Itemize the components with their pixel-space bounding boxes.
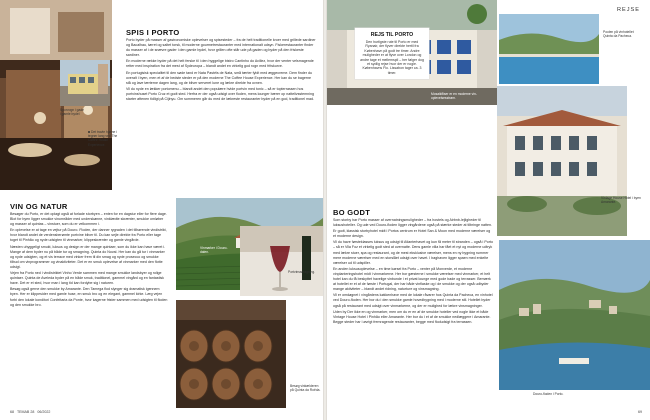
paragraph: Vil du have førsteklasses luksus og udsigt til Atlanterhavet og kun få meter til stranden – også i Porto – så er Vila Foz et virkelig godt sted at overnatte. Dens gamle villa har fået et nyt og moderne udtryk med lækre stuer, spa og restaurant, og de mest eksklusive værelser, mens en ny bygning rummer mere moderne værelser med en storslået udsigt over havet. I baghaven ligger spaen med enkelte værelser ud til udspiller. bbox=[333, 240, 493, 265]
heading-spis-i-porto: SPIS I PORTO bbox=[126, 28, 180, 37]
info-box-title: REJS TIL PORTO bbox=[370, 32, 414, 38]
paragraph: Besøg også gerne den smukke by Amarante. Den Tamega flod slynger sig dramatisk igennem byen. Her er klippesider med gamle huse, en smuk bro og en elegant, gammel kirke. Læg vejen forbi den lokale konditori Confeitaria da Ponte, hvor kagerne frister sammen med udsigten til floden og den smukke bro. bbox=[10, 287, 168, 307]
caption-bullet-icon bbox=[88, 131, 90, 133]
folio-left bbox=[10, 410, 50, 414]
river-photo bbox=[499, 240, 650, 390]
caption-tram bbox=[60, 108, 110, 116]
paragraph: En moderne række byder på det helt ferske til i den hyggelige bistro Cantinho do Avillez, hvor der venter velsmagende retter med inspiration fra det mest af Sydeuropa – blandt andet en virkelig god rogn med fritskurve. bbox=[126, 59, 314, 69]
caption-barrels: Besøg vinkælderen på Quinta da Roêda. bbox=[290, 384, 321, 393]
section-label: REJSE bbox=[616, 7, 640, 13]
issue-date: 06/2022 bbox=[37, 410, 51, 414]
house-illustration bbox=[497, 86, 627, 236]
heading-bo-godt: BO GODT bbox=[333, 208, 371, 217]
paragraph: En anden luksusoplevelse – en time kørsel fra Porto – venter på Monverde, et moderne vinplanteringshotel midt i vinmarkerne. Her bor gæsterne i smukke værelser med vinmarker, et helt hotel kan du få beskyttet havelige vinbunde i et privat lounge med gode bade og terrasser. Bemærk at hotellet er et af de første i Portugal, der har både vinflaske og i de smukke og der også udbyder mange aktiviteter – blandt andet ridning, naturture og vinsmagning. bbox=[333, 266, 491, 292]
paragraph: Besøger du Porto, er det oplagt også at forlade storbyen – enten for en dagstur eller for flere dage. Blot for byen ligger smukke vinområder med underskønne, vinklædte skrænter, smukke omløber og masser af quintas – vinstuer, som du er velkommen i. bbox=[10, 212, 167, 227]
page-number: 69 bbox=[638, 410, 642, 414]
caption-tiles: Mosaikfliser er en moderne vin-oplevelsesstrøm. bbox=[431, 92, 477, 101]
info-box-text: Den hurtigste rute til Porto er med Ryanair, der flyver direkte hertil fra København på godt tre timer. Andre muligheder er at flyve over London og andre tage et mellemspil – her følger dog et sydlig rejse hvor der er nogle. Københavns Flo. Lissabon tager ca. 3 timer. bbox=[360, 40, 424, 75]
river-illustration bbox=[499, 240, 650, 390]
page-number: 68 bbox=[10, 410, 14, 414]
tasting-photo bbox=[240, 226, 323, 296]
caption-river: Douro-floden i Porto. bbox=[533, 392, 564, 396]
caption-tasting: Portvinssmagning. bbox=[288, 270, 316, 274]
right-page bbox=[327, 0, 650, 420]
body-spis-i-porto bbox=[126, 38, 316, 194]
paragraph: Er godt, klassisk storbyhotel midt i Portos centrum er Hotel San & Moon med moderne værelser og et moderne design. bbox=[333, 229, 491, 239]
barrels-illustration bbox=[176, 300, 286, 408]
body-bo-godt bbox=[333, 218, 493, 410]
tasting-illustration bbox=[240, 226, 323, 296]
tram-photo bbox=[60, 60, 110, 106]
folio-right bbox=[638, 410, 642, 414]
tram-illustration bbox=[60, 60, 110, 106]
barrels-photo bbox=[176, 300, 286, 408]
caption-cafe: Det travle hjørne i tegner lang ved The Coffee House Experience. bbox=[88, 130, 118, 147]
paragraph: Næsten uhyggeligt smukt, luksus og design er der mange quintaer, som du ikke kan have været i. Mange af dem byder nu på både tur og smagning. Quinta do Noval. Her kan du gå tur i vinmarker og nyde udsigten, og et vis terrace med vinker frem til din smag og nyde prosecco og smukke tilbud om vinprogrammer og vinaktiviteter. Det er en smuk oplevelse af vinmarker med den flotte udsigt. bbox=[10, 244, 166, 269]
paragraph: Vil du nyde en lækker portomenu – blandt andet den populære hvide portvin med tonic – så er topterrassen hos portvinshuset Porto Cruz et godt sted. Herfra er der også udsigt over floden, mens lounger bærer op nattelivsstemning starter aftenen tidligt på Cijinyu. Om sommeren går du med de lækreste restauranter byder på en god, traditionel mad. bbox=[126, 86, 314, 102]
house-photo bbox=[497, 86, 627, 236]
paragraph: En oplevelse er at tage en vejtur på Douro. Floden, der danner rygraden i det tilhørende vindistrikt, hvor blandt andet de verdensberømte portvine bliver til. Du kan sejle direkte fra Porto eller tage toget til Pinhão og nyde udsigten til vinmarker, klippeskrænter og gamle vingårde. bbox=[10, 228, 167, 243]
left-page bbox=[0, 0, 323, 420]
paragraph: Uden by Der ikke en og vinmarker, men om du er en af de smukke hoteller ved nogle ikke et både Vintage House Hotel i Pinhão eller Amarante. Her bor du i et af de smukke nedlæggere i Amarante. Begge steder har i øvrigt fremragende restauranter, begge med flodudsigt fra terrassen. bbox=[333, 309, 491, 324]
caption-vines: Vinmarker i Douro-dalen. bbox=[200, 246, 228, 255]
caption-tram-subtitle: i gamle bydel bbox=[60, 112, 80, 117]
pool-photo bbox=[499, 14, 599, 84]
magazine-name: TEMAB 28 bbox=[16, 410, 35, 414]
body-vin-og-natur bbox=[10, 212, 168, 410]
heading-vin-og-natur: VIN OG NATUR bbox=[10, 202, 68, 211]
caption-pool: Poolen på vinhotellet Quinta da Pacheca. bbox=[603, 30, 634, 39]
paragraph: Som storby har Porto masser af overnatningsmuligheder – fra hostels og Airbnb-lejligheder til luksushoteller. Og ude ved Douro-floden ligger vingårdene også på stærke steder at tilbringe natten. bbox=[333, 218, 493, 228]
paragraph: Porto byder på masser af gastronomiske oplevelser og spisesteder – fra de helt traditionelle kroer med grillede sardiner og Bacalhau, tørret og saltet torsk, til moderne gourmetrestauranter med internationalt udsyn. Fiskerestauranter finder du masser af i de snævre gader i den gamle bydel, hvor grillen ofte står ude på gaden og byder på den friskeste sardiner. bbox=[126, 38, 316, 58]
travel-info-box bbox=[355, 28, 429, 79]
paragraph: Vil er omdøgnet i vingårdens køkkenhave med de lokale råvarer hos Quinta da Pacheca, en vinhotel ved Douro-floden. Her bor du i den smukke gamle hovedbygning med i moderne stil. Hotellet byder også på restaurant med udsigt over vinmarkerne, og der er mulighed for lækre vinsmagninger. bbox=[333, 293, 493, 308]
caption-house: Vintage House Hotel i byen Amarante. bbox=[601, 196, 641, 205]
paragraph: Vejen fra Porto ned i vindistriktet Vinho Verde sammen med mange smukke landsbyer og rolige quintaer. Quinta de Aveleda byder på en både smuk, traditionel, gammel vingård og en fantastisk have. Det er et sted, hvor man i lang tid kan fordybe sig i naturen. bbox=[10, 271, 164, 286]
pool-illustration bbox=[499, 14, 599, 84]
caption-tram-title: Sporvogn i gade bbox=[60, 108, 85, 112]
paragraph: En portugisisk specialitet til den søde tand er Nata Pastéis de Nata, små tærter fyldt med æggecreme. Dem finder du overalt i byen, men et af de bedste steder er på den moderne The Coffee House Experience. Her kan du se bagerne stå og lave tærterne dagen lang, og de bliver serveret lune og lækre direkte fra ovnen. bbox=[126, 70, 312, 85]
